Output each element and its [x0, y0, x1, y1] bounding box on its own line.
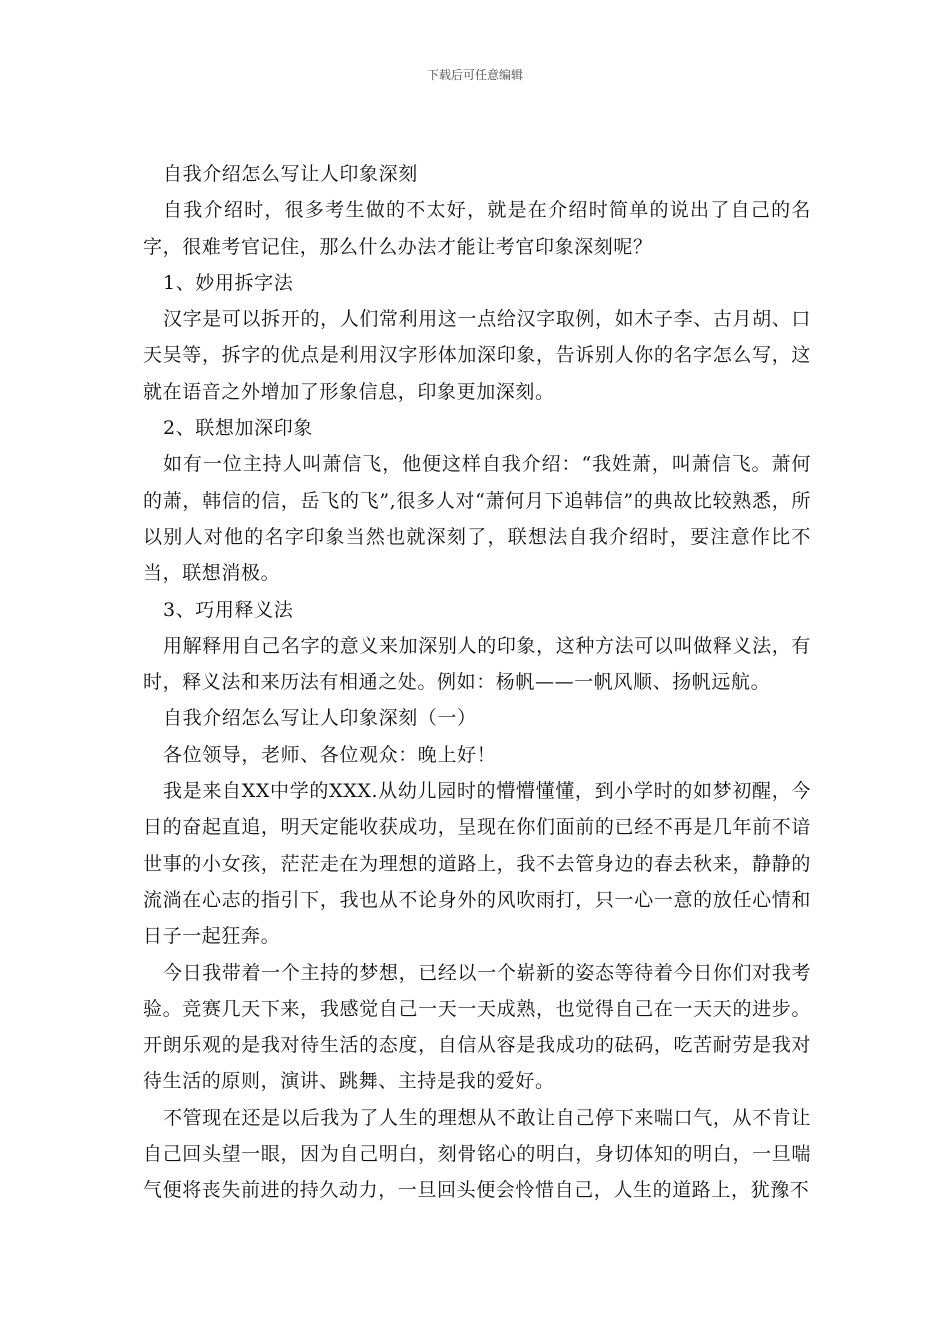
page-header: 下载后可任意编辑 [426, 68, 523, 82]
section-heading-1: 1、妙用拆字法 [163, 271, 294, 294]
paragraph-persistence: 不管现在还是以后我为了人生的理想从不敢让自己停下来喘口气，从不肯让自己回头望一眼，因为自己明白，刻骨铭心的明白，身切体知的明白，一旦喘气便将丧失前进的持久动力，一旦回头便会怜惜自己，人生的道路上，犹豫不 [143, 1106, 811, 1202]
paragraph-split-character: 汉字是可以拆开的，人们常利用这一点给汉字取例，如木子李、古月胡、口天吴等，拆字的优点是利用汉字形体加深印象，告诉别人你的名字怎么写，这就在语音之外增加了形象信息，印象更加深刻。 [143, 308, 811, 403]
section-heading-3: 3、巧用释义法 [163, 598, 294, 621]
paragraph-dream: 今日我带着一个主持的梦想，已经以一个崭新的姿态等待着今日你们对我考验。竞赛几天下来，我感觉自己一天一天成熟，也觉得自己在一天天的进步。开朗乐观的是我对待生活的态度，自信从容是我成功的砝码，吃苦耐劳是我对待生活的原则，演讲、跳舞、主持是我的爱好。 [143, 961, 811, 1093]
document-body [143, 156, 811, 1209]
paragraph-meaning: 用解释用自己名字的意义来加深别人的印象，这种方法可以叫做释义法，有时，释义法和来历法有相通之处。例如：杨帆——一帆风顺、扬帆远航。 [143, 634, 811, 694]
greeting-line: 各位领导，老师、各位观众：晚上好！ [163, 743, 497, 766]
paragraph-association: 如有一位主持人叫萧信飞，他便这样自我介绍：“我姓萧，叫萧信飞。萧何的萧，韩信的信，岳飞的飞”,很多人对“萧何月下追韩信”的典故比较熟悉，所以别人对他的名字印象当然也就深刻了，联想法自我介绍时，要注意作比不当，联想消极。 [143, 453, 811, 585]
section-heading-2: 2、联想加深印象 [163, 417, 313, 440]
paragraph-intro: 自我介绍时，很多考生做的不太好，就是在介绍时简单的说出了自己的名字，很难考官记住，那么什么办法才能让考官印象深刻呢？ [143, 199, 811, 258]
article-title: 自我介绍怎么写让人印象深刻 [163, 163, 418, 185]
paragraph-self-intro: 我是来自XX中学的XXX.从幼儿园时的懵懵懂懂，到小学时的如梦初醒，今日的奋起直追，明天定能收获成功，呈现在你们面前的已经不再是几年前不谙世事的小女孩，茫茫走在为理想的道路上，我不去管身边的春去秋来，静静的流淌在心志的指引下，我也从不论身外的风吹雨打，只一心一意的放任心情和日子一起狂奔。 [143, 780, 811, 948]
example-title: 自我介绍怎么写让人印象深刻（一） [163, 707, 477, 730]
